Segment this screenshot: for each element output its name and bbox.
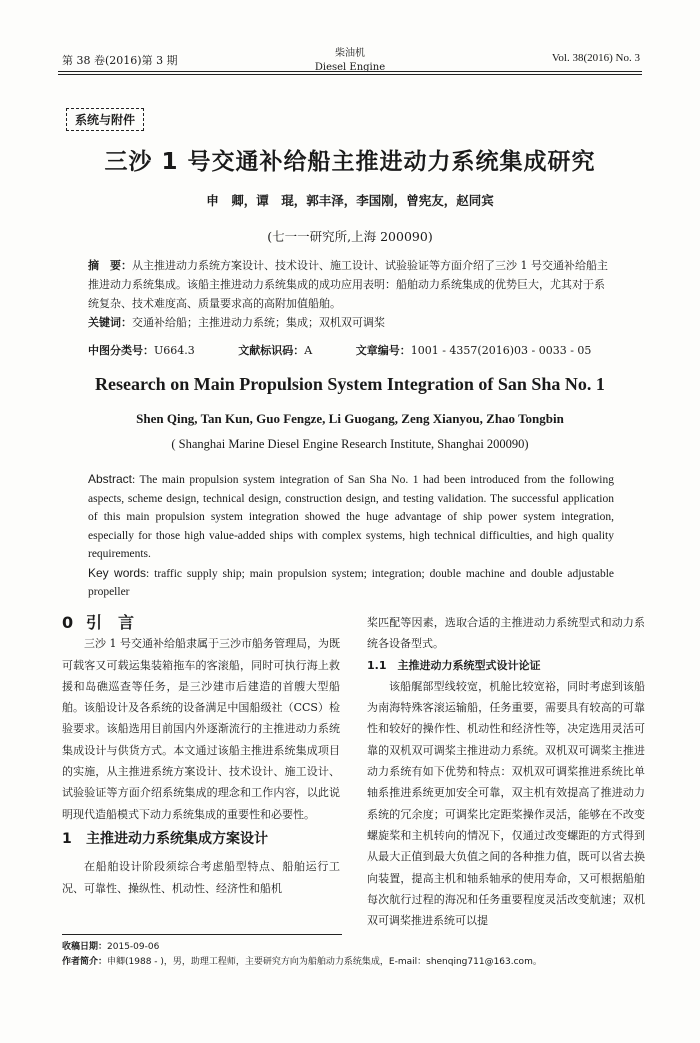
keywords-cn-text: 交通补给船；主推进动力系统；集成；双机双可调桨 <box>132 316 385 329</box>
abstract-cn-text: 从主推进动力系统方案设计、技术设计、施工设计、试验验证等方面介绍了三沙 1 号交通补给船主推进动力系统集成。该船主推进动力系统集成的成功应用表明：船舶动力系统集成的优势巨大，尤其对于系统复杂、技术难度高、质量要求高的高附加值船舶。 <box>88 259 608 310</box>
section-1-heading: 1 主推进动力系统集成方案设计 <box>62 830 268 847</box>
continued-paragraph: 桨匹配等因素，选取合适的主推进动力系统型式和动力系统各设备型式。 <box>367 616 645 651</box>
classification-line <box>88 342 631 358</box>
abstract-cn-body <box>88 256 614 313</box>
header-rule-thin <box>58 74 642 75</box>
article-number: 文章编号：1001 - 4357(2016)03 - 0033 - 05 <box>355 344 592 357</box>
author-bio: 作者简介：申卿(1988 - )，男，助理工程师，主要研究方向为船舶动力系统集成，E-mail：shenqing711@163.com。 <box>62 957 542 967</box>
section-1-1-paragraph: 该船艉部型线较宽，机舱比较宽裕，同时考虑到该船为南海特殊客滚运输船，任务重要，需要具有较高的可靠性和较好的操作性、机动性和经济性等，决定选用灵活可靠的双机双可调桨主推进动力系统。双机双可调桨主推进动力系统有如下优势和特点：双机双可调桨推进系统比单轴系推进系统更加安全可靠，双主机有效提高了推进动力系统的冗余度；可调桨比定距桨操作灵活，能够在不改变螺旋桨和主机转向的情况下，仅通过改变螺距的方式得到从最大正值到最大负值之间的各种推力值，既可以省去换向装置，提高主机和轴系轴承的使用寿命，又可根据船舶每次航行过程的海况和任务重要程度灵活改变航速；双机双可调桨推进系统可以提 <box>367 679 645 928</box>
abstract-en <box>88 470 614 602</box>
journal-name-cn: 柴油机 <box>335 48 365 59</box>
authors-cn: 申 卿，谭 琨，郭丰泽，李国刚，曾宪友，赵同宾 <box>206 193 494 208</box>
body-left-column <box>62 612 340 899</box>
keywords-en-text: : traffic supply ship; main propulsion system; integration; double machine and double adjustable propeller <box>88 567 614 598</box>
journal-name-en: Diesel Engine <box>314 62 386 73</box>
keywords-en-label: Key words <box>88 565 147 580</box>
paper-title-en: Research on Main Propulsion System Integration of San Sha No. 1 <box>95 374 605 394</box>
keywords-cn <box>88 313 614 332</box>
body-right-column <box>367 612 645 931</box>
keywords-en <box>88 564 614 602</box>
affiliation-cn: (七一一研究所,上海 200090) <box>267 229 433 244</box>
abstract-en-text: : The main propulsion system integration of San Sha No. 1 had been introduced from the following aspects, scheme design, technical design, construction design, and testing validation. The successful application of this main propulsion system integration showed the huge advantage of ship power system integration, especially for those high value-added ships with complex systems, high technical difficulties, and high quality requirements. <box>88 474 614 560</box>
abstract-en-label: Abstract <box>88 472 133 486</box>
affiliation-en: ( Shanghai Marine Diesel Engine Research Institute, Shanghai 200090) <box>171 437 529 451</box>
header-issue-cn: 第 38 卷(2016)第 3 期 <box>62 54 178 67</box>
abstract-cn-label: 摘 要： <box>88 259 132 272</box>
section-1-paragraph: 在船舶设计阶段须综合考虑船型特点、船舶运行工况、可靠性、操纵性、机动性、经济性和船机 <box>62 860 340 895</box>
intro-paragraph: 三沙 1 号交通补给船隶属于三沙市船务管理局，为既可载客又可载运集装箱拖车的客滚船，同时可执行海上救援和岛礁巡查等任务，是三沙建市后建造的首艘大型船舶。该船设计及各系统的设备满足中国船级社（CCS）检验要求。该船选用目前国内外逐渐流行的主推进动力系统集成设计与供货方式。本文通过该船主推进系统集成项目的实施，从主推进系统方案设计、技术设计、施工设计、试验验证等方面介绍系统集成的理念和工作内容，以此说明现代造船模式下动力系统集成的重要性和必要性。 <box>62 637 340 821</box>
section-0-heading: 0 引 言 <box>62 613 135 632</box>
header-rule <box>58 71 642 72</box>
column-badge: 系统与附件 <box>66 108 144 131</box>
received-date: 收稿日期：2015-09-06 <box>62 942 160 952</box>
authors-en: Shen Qing, Tan Kun, Guo Fengze, Li Guogang, Zeng Xianyou, Zhao Tongbin <box>136 411 564 426</box>
clc-number: 中图分类号：U664.3 <box>88 344 195 357</box>
header-issue-en: Vol. 38(2016) No. 3 <box>551 52 640 64</box>
keywords-cn-label: 关键词： <box>88 316 132 329</box>
paper-title-cn: 三沙 1 号交通补给船主推进动力系统集成研究 <box>104 149 596 175</box>
footnote-rule <box>62 934 342 935</box>
abstract-en-body <box>88 470 614 564</box>
document-code: 文献标识码：A <box>238 344 313 357</box>
section-1-1-heading: 1.1 主推进动力系统型式设计论证 <box>367 658 541 672</box>
abstract-cn <box>88 256 614 332</box>
